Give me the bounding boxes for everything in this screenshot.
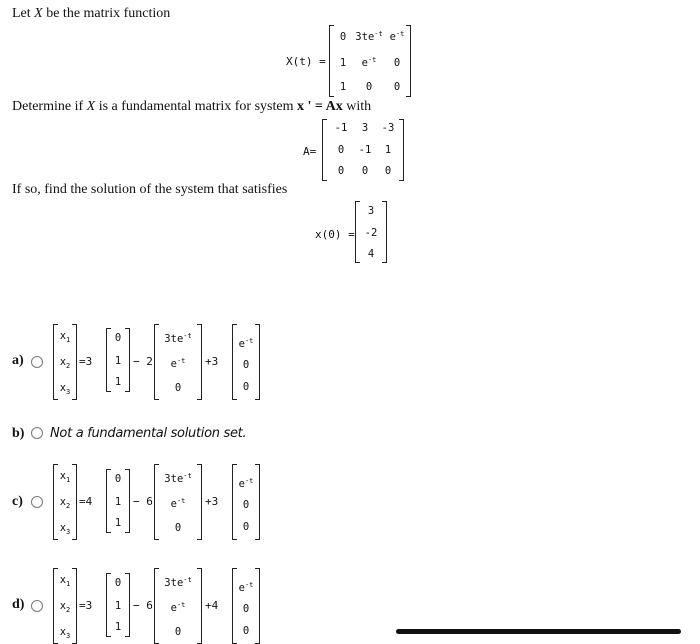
x-matrix	[329, 25, 411, 97]
option-c-coef2: − 6	[133, 495, 153, 508]
option-d-coef3: +4	[205, 599, 219, 612]
col1-cell: 1	[114, 355, 122, 367]
a-matrix-cell: 0	[361, 165, 369, 177]
col3-cell: 0	[242, 359, 250, 371]
a-matrix-cell: 0	[337, 144, 345, 156]
option-a-radio[interactable]	[31, 356, 43, 368]
option-a-col3	[232, 324, 260, 400]
col1-cell: 0	[114, 577, 122, 589]
xt-label: X(t) =	[286, 55, 326, 68]
option-c-coef3: +3	[205, 495, 219, 508]
col1-cell: 1	[114, 376, 122, 388]
ifso-text: If so, find the solution of the system that satisfies	[12, 182, 288, 197]
option-d-col1	[106, 573, 130, 637]
col2-cell: 0	[174, 382, 182, 394]
option-b-text: Not a fundamental solution set.	[50, 426, 247, 441]
option-c-col1	[106, 469, 130, 533]
option-c-x-vector	[53, 464, 77, 540]
x-matrix-cell: 0	[393, 81, 401, 93]
x0-cell: -2	[364, 227, 378, 239]
x0-cell: 4	[367, 248, 375, 260]
x1-label: $x_1$	[59, 574, 71, 588]
col3-cell: $e^{-t}$	[238, 337, 254, 350]
col3-cell: 0	[242, 625, 250, 637]
col2-cell: $3te^{-t}$	[164, 332, 192, 345]
col2-cell: 0	[174, 626, 182, 638]
option-d-col2	[154, 568, 202, 644]
col2-cell: $e^{-t}$	[170, 497, 186, 510]
col3-cell: 0	[242, 381, 250, 393]
option-a-coef1: =3	[79, 355, 93, 368]
col2-cell: 0	[174, 522, 182, 534]
x-matrix-cell: 1	[339, 57, 347, 69]
col1-cell: 1	[114, 600, 122, 612]
intro-text: Let X be the matrix function	[12, 6, 171, 21]
option-a-letter: a)	[12, 353, 24, 368]
col3-cell: 0	[242, 521, 250, 533]
a-matrix-cell: 0	[337, 165, 345, 177]
a-matrix-cell: 3	[361, 122, 369, 134]
option-d-coef1: =3	[79, 599, 93, 612]
option-d-coef2: − 6	[133, 599, 153, 612]
a-matrix-cell: -3	[381, 122, 395, 134]
col3-cell: $e^{-t}$	[238, 477, 254, 490]
col1-cell: 1	[114, 621, 122, 633]
col3-cell: $e^{-t}$	[238, 581, 254, 594]
col2-cell: $3te^{-t}$	[164, 472, 192, 485]
option-c-col2	[154, 464, 202, 540]
option-b-radio[interactable]	[31, 427, 43, 439]
x-matrix-cell: $e^{-t}$	[361, 56, 377, 69]
x-matrix-cell: 0	[393, 57, 401, 69]
col1-cell: 0	[114, 332, 122, 344]
col2-cell: $3te^{-t}$	[164, 576, 192, 589]
x3-label: $x_3$	[59, 382, 71, 396]
option-b-letter: b)	[12, 426, 25, 441]
option-a-col2	[154, 324, 202, 400]
x1-label: $x_1$	[59, 330, 71, 344]
col1-cell: 0	[114, 473, 122, 485]
x3-label: $x_3$	[59, 626, 71, 640]
option-a-coef3: +3	[205, 355, 219, 368]
option-a-col1	[106, 328, 130, 392]
col1-cell: 1	[114, 517, 122, 529]
x0-cell: 3	[367, 205, 375, 217]
option-a-coef2: − 2	[133, 355, 153, 368]
x2-label: $x_2$	[59, 600, 71, 614]
a-matrix-cell: -1	[358, 144, 372, 156]
x3-label: $x_3$	[59, 522, 71, 536]
option-d-col3	[232, 568, 260, 644]
x0-label: x(0) =	[315, 228, 355, 241]
col3-cell: 0	[242, 499, 250, 511]
a-matrix-cell: 1	[384, 144, 392, 156]
a-matrix-cell: -1	[334, 122, 348, 134]
option-c-coef1: =4	[79, 495, 93, 508]
col3-cell: 0	[242, 603, 250, 615]
x2-label: $x_2$	[59, 496, 71, 510]
option-d-x-vector	[53, 568, 77, 644]
x-matrix-cell: $3te^{-t}$	[355, 30, 383, 43]
a-matrix-cell: 0	[384, 165, 392, 177]
x-matrix-cell: 0	[339, 31, 347, 43]
col2-cell: $e^{-t}$	[170, 357, 186, 370]
x-matrix-cell: 0	[365, 81, 373, 93]
x0-vector	[355, 201, 387, 263]
x2-label: $x_2$	[59, 356, 71, 370]
option-d-radio[interactable]	[31, 600, 43, 612]
col1-cell: 1	[114, 496, 122, 508]
x-matrix-cell: 1	[339, 81, 347, 93]
a-label: A=	[303, 145, 317, 158]
home-indicator-bar	[396, 629, 681, 634]
determine-text: Determine if X is a fundamental matrix for system x ' = Ax with	[12, 99, 372, 114]
x-matrix-cell: $e^{-t}$	[389, 30, 405, 43]
x1-label: $x_1$	[59, 470, 71, 484]
option-d-letter: d)	[12, 597, 25, 612]
option-a-x-vector	[53, 324, 77, 400]
option-c-radio[interactable]	[31, 496, 43, 508]
option-c-col3	[232, 464, 260, 540]
col2-cell: $e^{-t}$	[170, 601, 186, 614]
option-c-letter: c)	[12, 494, 23, 509]
a-matrix	[322, 119, 404, 181]
